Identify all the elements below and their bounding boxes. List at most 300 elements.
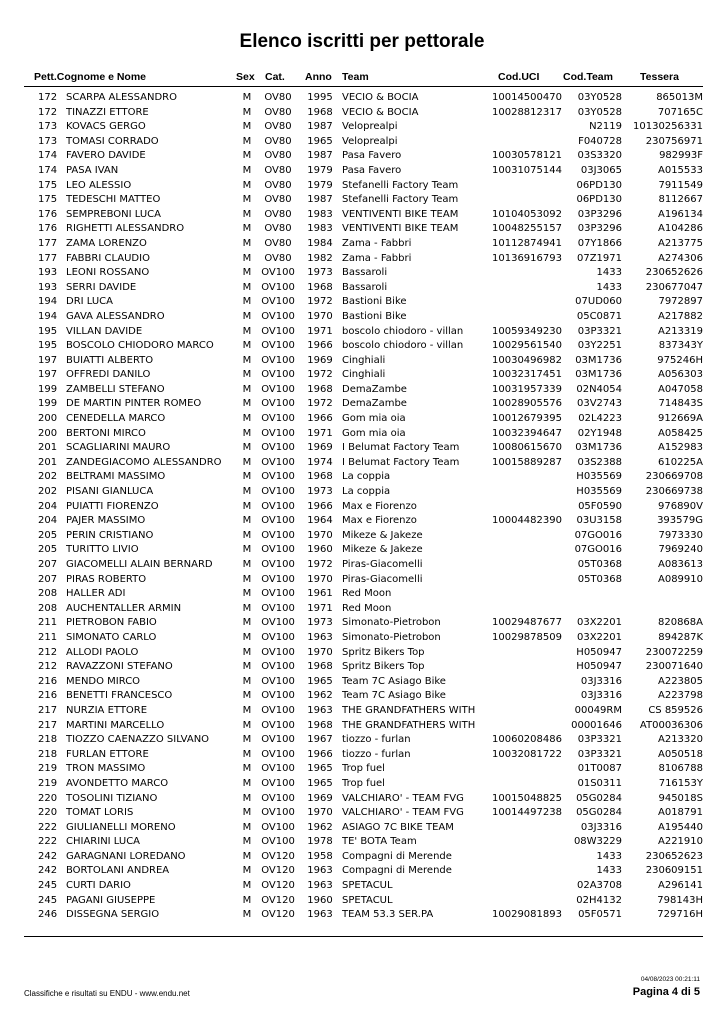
- cell-codteam: 00049RM: [574, 704, 622, 716]
- cell-num: 193: [38, 281, 58, 293]
- cell-num: 175: [38, 194, 58, 206]
- cell-team: Simonato-Pietrobon: [342, 617, 441, 629]
- cell-team: Spritz Bikers Top: [342, 661, 425, 673]
- cell-sex: M: [242, 763, 252, 775]
- cell-team: Team 7C Asiago Bike: [342, 675, 446, 687]
- table-row: [0, 470, 724, 485]
- table-row: [0, 631, 724, 646]
- cell-num: 202: [38, 486, 58, 498]
- cell-codteam: 07Y1866: [577, 237, 622, 249]
- cell-anno: 1995: [307, 92, 333, 103]
- cell-num: 205: [38, 544, 58, 556]
- cell-tessera: 865013M: [656, 92, 703, 103]
- cell-team: Cinghiali: [342, 369, 386, 381]
- cell-sex: M: [242, 719, 252, 731]
- cell-name: MENDO MIRCO: [66, 675, 141, 687]
- cell-tessera: A058425: [657, 427, 703, 439]
- cell-anno: 1958: [307, 850, 333, 862]
- cell-tessera: CS 859526: [648, 704, 703, 716]
- table-row: [0, 135, 724, 150]
- entries-table: [0, 91, 724, 923]
- table-row: [0, 806, 724, 821]
- cell-codteam: 03P3321: [577, 734, 622, 746]
- cell-team: Bastioni Bike: [342, 296, 407, 308]
- cell-codteam: 02N4054: [576, 383, 622, 395]
- cell-codteam: 07GO016: [574, 544, 622, 556]
- cell-name: CURTI DARIO: [66, 880, 131, 892]
- cell-sex: M: [242, 573, 252, 585]
- cell-anno: 1973: [307, 486, 333, 498]
- cell-codteam: 03M1736: [575, 442, 622, 454]
- column-header-tessera: Tessera: [640, 71, 679, 83]
- cell-tessera: 230669738: [645, 486, 703, 498]
- table-row: [0, 106, 724, 121]
- cell-anno: 1973: [307, 267, 333, 279]
- cell-tessera: 798143H: [657, 894, 703, 906]
- cell-tessera: 7969240: [658, 544, 703, 556]
- cell-cat: OV100: [261, 734, 295, 746]
- cell-tessera: A104286: [657, 223, 703, 235]
- cell-cat: OV100: [261, 369, 295, 381]
- cell-cat: OV100: [261, 310, 295, 322]
- cell-anno: 1962: [307, 821, 333, 833]
- cell-cat: OV80: [264, 135, 292, 147]
- cell-sex: M: [242, 194, 252, 206]
- cell-num: 212: [38, 646, 58, 658]
- cell-name: TOMAT LORIS: [66, 807, 134, 819]
- table-row: [0, 762, 724, 777]
- cell-sex: M: [242, 281, 252, 293]
- cell-team: tiozzo - furlan: [342, 734, 411, 746]
- cell-tessera: 610225A: [657, 456, 703, 468]
- cell-cat: OV100: [261, 704, 295, 716]
- cell-anno: 1968: [307, 471, 333, 483]
- cell-num: 219: [38, 763, 58, 775]
- cell-anno: 1960: [307, 894, 333, 906]
- cell-anno: 1978: [307, 836, 333, 848]
- cell-tessera: 230652626: [645, 267, 703, 279]
- cell-team: VECIO & BOCIA: [342, 106, 419, 118]
- cell-anno: 1971: [307, 427, 333, 439]
- cell-sex: M: [242, 471, 252, 483]
- table-row: [0, 529, 724, 544]
- cell-codteam: 05F0571: [578, 909, 622, 921]
- cell-codteam: 03P3321: [577, 325, 622, 337]
- cell-num: 217: [38, 704, 58, 716]
- cell-anno: 1967: [307, 734, 333, 746]
- cell-tessera: 912669A: [657, 413, 703, 425]
- cell-team: DemaZambe: [342, 383, 407, 395]
- cell-codteam: 00001646: [571, 719, 622, 731]
- cell-team: La coppia: [342, 471, 391, 483]
- cell-cat: OV100: [261, 777, 295, 789]
- cell-codteam: 02Y1948: [577, 427, 622, 439]
- cell-sex: M: [242, 92, 252, 103]
- cell-team: VENTIVENTI BIKE TEAM: [342, 223, 459, 235]
- cell-cat: OV120: [261, 909, 295, 921]
- table-row: [0, 120, 724, 135]
- cell-sex: M: [242, 617, 252, 629]
- cell-tessera: 7911549: [658, 179, 703, 191]
- cell-codteam: 07UD060: [575, 296, 622, 308]
- cell-cat: OV100: [261, 442, 295, 454]
- cell-team: boscolo chiodoro - villan: [342, 325, 464, 337]
- cell-cat: OV100: [261, 617, 295, 629]
- cell-tessera: 7973330: [658, 529, 703, 541]
- cell-name: ZAMA LORENZO: [66, 237, 147, 249]
- table-row: [0, 193, 724, 208]
- cell-sex: M: [242, 792, 252, 804]
- table-row: [0, 660, 724, 675]
- cell-anno: 1984: [307, 237, 333, 249]
- cell-anno: 1965: [307, 675, 333, 687]
- cell-team: Cinghiali: [342, 354, 386, 366]
- cell-codteam: 03V2743: [576, 398, 622, 410]
- cell-num: 216: [38, 675, 58, 687]
- cell-anno: 1970: [307, 646, 333, 658]
- cell-team: Simonato-Pietrobon: [342, 631, 441, 643]
- cell-codteam: 06PD130: [576, 179, 622, 191]
- cell-codteam: 05T0368: [577, 573, 622, 585]
- cell-team: Veloprealpi: [342, 135, 398, 147]
- cell-sex: M: [242, 675, 252, 687]
- cell-name: SCARPA ALESSANDRO: [66, 92, 177, 103]
- cell-num: 211: [38, 617, 58, 629]
- cell-cat: OV100: [261, 544, 295, 556]
- cell-tessera: A196134: [657, 208, 703, 220]
- cell-uci: 10031075144: [492, 164, 562, 176]
- table-row: [0, 354, 724, 369]
- cell-name: PAGANI GIUSEPPE: [66, 894, 156, 906]
- cell-num: 245: [38, 894, 58, 906]
- cell-num: 199: [38, 383, 58, 395]
- cell-anno: 1961: [307, 588, 333, 600]
- cell-name: BUIATTI ALBERTO: [66, 354, 154, 366]
- cell-cat: OV100: [261, 325, 295, 337]
- cell-team: VALCHIARO' - TEAM FVG: [342, 807, 464, 819]
- cell-tessera: A018791: [657, 807, 703, 819]
- cell-uci: 10032394647: [492, 427, 562, 439]
- cell-tessera: 230072259: [645, 646, 703, 658]
- cell-tessera: A015533: [657, 164, 703, 176]
- cell-tessera: A047058: [657, 383, 703, 395]
- table-row: [0, 894, 724, 909]
- cell-anno: 1966: [307, 413, 333, 425]
- cell-name: CHIARINI LUCA: [66, 836, 141, 848]
- cell-num: 220: [38, 792, 58, 804]
- cell-num: 202: [38, 471, 58, 483]
- cell-sex: M: [242, 325, 252, 337]
- cell-codteam: 03M1736: [575, 369, 622, 381]
- table-row: [0, 675, 724, 690]
- cell-name: PAJER MASSIMO: [66, 515, 146, 527]
- table-row: [0, 704, 724, 719]
- cell-name: TRON MASSIMO: [66, 763, 146, 775]
- cell-cat: OV100: [261, 675, 295, 687]
- table-row: [0, 441, 724, 456]
- table-row: [0, 295, 724, 310]
- cell-tessera: 230652623: [645, 850, 703, 862]
- cell-num: 246: [38, 909, 58, 921]
- cell-team: Red Moon: [342, 588, 392, 600]
- cell-num: 208: [38, 602, 58, 614]
- cell-sex: M: [242, 894, 252, 906]
- cell-uci: 10015048825: [492, 792, 562, 804]
- cell-tessera: 976890V: [657, 500, 703, 512]
- cell-codteam: 03J3316: [580, 675, 622, 687]
- cell-sex: M: [242, 690, 252, 702]
- cell-anno: 1983: [307, 208, 333, 220]
- cell-anno: 1972: [307, 296, 333, 308]
- cell-sex: M: [242, 106, 252, 118]
- cell-cat: OV100: [261, 763, 295, 775]
- cell-anno: 1974: [307, 456, 333, 468]
- cell-name: PASA IVAN: [66, 164, 119, 176]
- cell-sex: M: [242, 777, 252, 789]
- table-row: [0, 514, 724, 529]
- table-row: [0, 208, 724, 223]
- cell-codteam: 01T0087: [577, 763, 622, 775]
- cell-name: FAVERO DAVIDE: [66, 150, 146, 162]
- cell-anno: 1970: [307, 807, 333, 819]
- cell-num: 197: [38, 369, 58, 381]
- cell-num: 177: [38, 237, 58, 249]
- cell-team: SPETACUL: [342, 894, 393, 906]
- cell-uci: 10032081722: [492, 748, 562, 760]
- table-bottom-divider: [24, 936, 703, 937]
- cell-tessera: A089910: [657, 573, 703, 585]
- cell-num: 204: [38, 515, 58, 527]
- cell-team: Trop fuel: [342, 777, 385, 789]
- cell-name: LEO ALESSIO: [66, 179, 132, 191]
- cell-tessera: AT00036306: [639, 719, 703, 731]
- cell-anno: 1970: [307, 310, 333, 322]
- table-row: [0, 397, 724, 412]
- cell-sex: M: [242, 734, 252, 746]
- cell-cat: OV120: [261, 880, 295, 892]
- table-row: [0, 266, 724, 281]
- cell-cat: OV100: [261, 515, 295, 527]
- cell-tessera: A050518: [657, 748, 703, 760]
- cell-team: VECIO & BOCIA: [342, 92, 419, 103]
- cell-cat: OV100: [261, 573, 295, 585]
- cell-sex: M: [242, 850, 252, 862]
- cell-name: SERRI DAVIDE: [66, 281, 137, 293]
- cell-codteam: H050947: [576, 646, 622, 658]
- table-row: [0, 733, 724, 748]
- column-header-cod-team: Cod.Team: [563, 71, 613, 83]
- cell-name: GARAGNANI LOREDANO: [66, 850, 186, 862]
- cell-team: boscolo chiodoro - villan: [342, 340, 464, 352]
- cell-sex: M: [242, 164, 252, 176]
- cell-team: Pasa Favero: [342, 164, 402, 176]
- cell-name: SEMPREBONI LUCA: [66, 208, 161, 220]
- cell-codteam: 03X2201: [576, 631, 622, 643]
- table-row: [0, 646, 724, 661]
- cell-tessera: A223798: [657, 690, 703, 702]
- cell-name: BELTRAMI MASSIMO: [66, 471, 166, 483]
- cell-sex: M: [242, 237, 252, 249]
- table-row: [0, 149, 724, 164]
- table-row: [0, 879, 724, 894]
- cell-anno: 1973: [307, 617, 333, 629]
- cell-anno: 1979: [307, 179, 333, 191]
- cell-num: 205: [38, 529, 58, 541]
- table-row: [0, 339, 724, 354]
- cell-num: 200: [38, 413, 58, 425]
- cell-tessera: 230609151: [645, 865, 703, 877]
- cell-sex: M: [242, 704, 252, 716]
- cell-sex: M: [242, 413, 252, 425]
- cell-anno: 1968: [307, 661, 333, 673]
- cell-cat: OV80: [264, 164, 292, 176]
- cell-anno: 1960: [307, 544, 333, 556]
- cell-codteam: 02L4223: [578, 413, 622, 425]
- page-title: Elenco iscritti per pettorale: [239, 31, 485, 52]
- cell-name: RAVAZZONI STEFANO: [66, 661, 173, 673]
- cell-name: AUCHENTALLER ARMIN: [66, 602, 182, 614]
- cell-cat: OV80: [264, 237, 292, 249]
- cell-name: RIGHETTI ALESSANDRO: [66, 223, 185, 235]
- cell-anno: 1963: [307, 909, 333, 921]
- column-header-sex: Sex: [236, 71, 255, 83]
- cell-codteam: 03S3320: [577, 150, 622, 162]
- cell-name: BOSCOLO CHIODORO MARCO: [66, 340, 214, 352]
- cell-sex: M: [242, 442, 252, 454]
- cell-tessera: 8112667: [658, 194, 703, 206]
- cell-tessera: 8106788: [658, 763, 703, 775]
- cell-codteam: 1433: [596, 850, 622, 862]
- cell-tessera: A083613: [657, 559, 703, 570]
- cell-team: Spritz Bikers Top: [342, 646, 425, 658]
- cell-name: ZANDEGIACOMO ALESSANDRO: [66, 456, 222, 468]
- cell-tessera: 729716H: [657, 909, 703, 921]
- cell-num: 218: [38, 748, 58, 760]
- cell-num: 200: [38, 427, 58, 439]
- cell-codteam: N2119: [589, 121, 622, 133]
- cell-tessera: 714843S: [658, 398, 703, 410]
- cell-team: VENTIVENTI BIKE TEAM: [342, 208, 459, 220]
- cell-cat: OV100: [261, 821, 295, 833]
- cell-team: I Belumat Factory Team: [342, 442, 460, 454]
- cell-anno: 1965: [307, 135, 333, 147]
- cell-tessera: 945018S: [658, 792, 703, 804]
- table-row: [0, 325, 724, 340]
- cell-name: DISSEGNA SERGIO: [66, 909, 160, 921]
- cell-sex: M: [242, 602, 252, 614]
- table-row: [0, 91, 724, 106]
- cell-tessera: A213320: [657, 734, 703, 746]
- cell-codteam: 1433: [596, 865, 622, 877]
- cell-cat: OV100: [261, 529, 295, 541]
- cell-name: HALLER ADI: [66, 588, 126, 600]
- cell-cat: OV120: [261, 894, 295, 906]
- cell-name: GIACOMELLI ALAIN BERNARD: [66, 559, 213, 570]
- cell-tessera: 975246H: [657, 354, 703, 366]
- table-row: [0, 587, 724, 602]
- cell-team: Bastioni Bike: [342, 310, 407, 322]
- cell-cat: OV120: [261, 850, 295, 862]
- cell-anno: 1965: [307, 763, 333, 775]
- cell-anno: 1971: [307, 602, 333, 614]
- cell-anno: 1964: [307, 515, 333, 527]
- cell-num: 204: [38, 500, 58, 512]
- cell-codteam: 03S2388: [577, 456, 622, 468]
- cell-cat: OV80: [264, 208, 292, 220]
- cell-name: BENETTI FRANCESCO: [66, 690, 173, 702]
- cell-codteam: 03Y2251: [577, 340, 622, 352]
- cell-sex: M: [242, 383, 252, 395]
- cell-name: TOSOLINI TIZIANO: [66, 792, 158, 804]
- table-row: [0, 485, 724, 500]
- cell-sex: M: [242, 267, 252, 279]
- cell-num: 207: [38, 559, 58, 570]
- cell-team: Stefanelli Factory Team: [342, 194, 459, 206]
- cell-sex: M: [242, 354, 252, 366]
- cell-uci: 10029561540: [492, 340, 562, 352]
- cell-uci: 10059349230: [492, 325, 562, 337]
- cell-tessera: 393579G: [657, 515, 703, 527]
- cell-cat: OV100: [261, 836, 295, 848]
- table-row: [0, 850, 724, 865]
- cell-codteam: 05F0590: [578, 500, 622, 512]
- cell-sex: M: [242, 310, 252, 322]
- cell-team: La coppia: [342, 486, 391, 498]
- cell-anno: 1987: [307, 194, 333, 206]
- cell-codteam: 03P3321: [577, 748, 622, 760]
- cell-cat: OV100: [261, 427, 295, 439]
- table-row: [0, 164, 724, 179]
- cell-codteam: 03P3296: [577, 208, 622, 220]
- cell-name: GIULIANELLI MORENO: [66, 821, 176, 833]
- cell-anno: 1966: [307, 340, 333, 352]
- cell-cat: OV100: [261, 588, 295, 600]
- cell-num: 242: [38, 850, 58, 862]
- cell-codteam: 03J3316: [580, 690, 622, 702]
- cell-name: PERIN CRISTIANO: [66, 529, 154, 541]
- cell-cat: OV80: [264, 106, 292, 118]
- header-divider: [24, 86, 703, 87]
- cell-num: 217: [38, 719, 58, 731]
- cell-codteam: 06PD130: [576, 194, 622, 206]
- cell-team: ASIAGO 7C BIKE TEAM: [342, 821, 454, 833]
- table-row: [0, 310, 724, 325]
- cell-name: OFFREDI DANILO: [66, 369, 151, 381]
- cell-tessera: 707165C: [657, 106, 703, 118]
- cell-num: 195: [38, 340, 58, 352]
- cell-tessera: A223805: [657, 675, 703, 687]
- cell-name: ALLODI PAOLO: [66, 646, 139, 658]
- cell-sex: M: [242, 559, 252, 570]
- cell-sex: M: [242, 631, 252, 643]
- cell-tessera: 230669708: [645, 471, 703, 483]
- cell-sex: M: [242, 369, 252, 381]
- cell-team: Red Moon: [342, 602, 392, 614]
- cell-anno: 1972: [307, 398, 333, 410]
- cell-tessera: A213775: [657, 237, 703, 249]
- cell-num: 212: [38, 661, 58, 673]
- cell-num: 201: [38, 456, 58, 468]
- cell-team: Bassaroli: [342, 281, 388, 293]
- cell-team: Gom mia oia: [342, 427, 406, 439]
- cell-cat: OV100: [261, 456, 295, 468]
- cell-anno: 1970: [307, 573, 333, 585]
- cell-codteam: 03P3296: [577, 223, 622, 235]
- table-row: [0, 412, 724, 427]
- cell-cat: OV100: [261, 690, 295, 702]
- cell-codteam: 1433: [596, 281, 622, 293]
- cell-sex: M: [242, 646, 252, 658]
